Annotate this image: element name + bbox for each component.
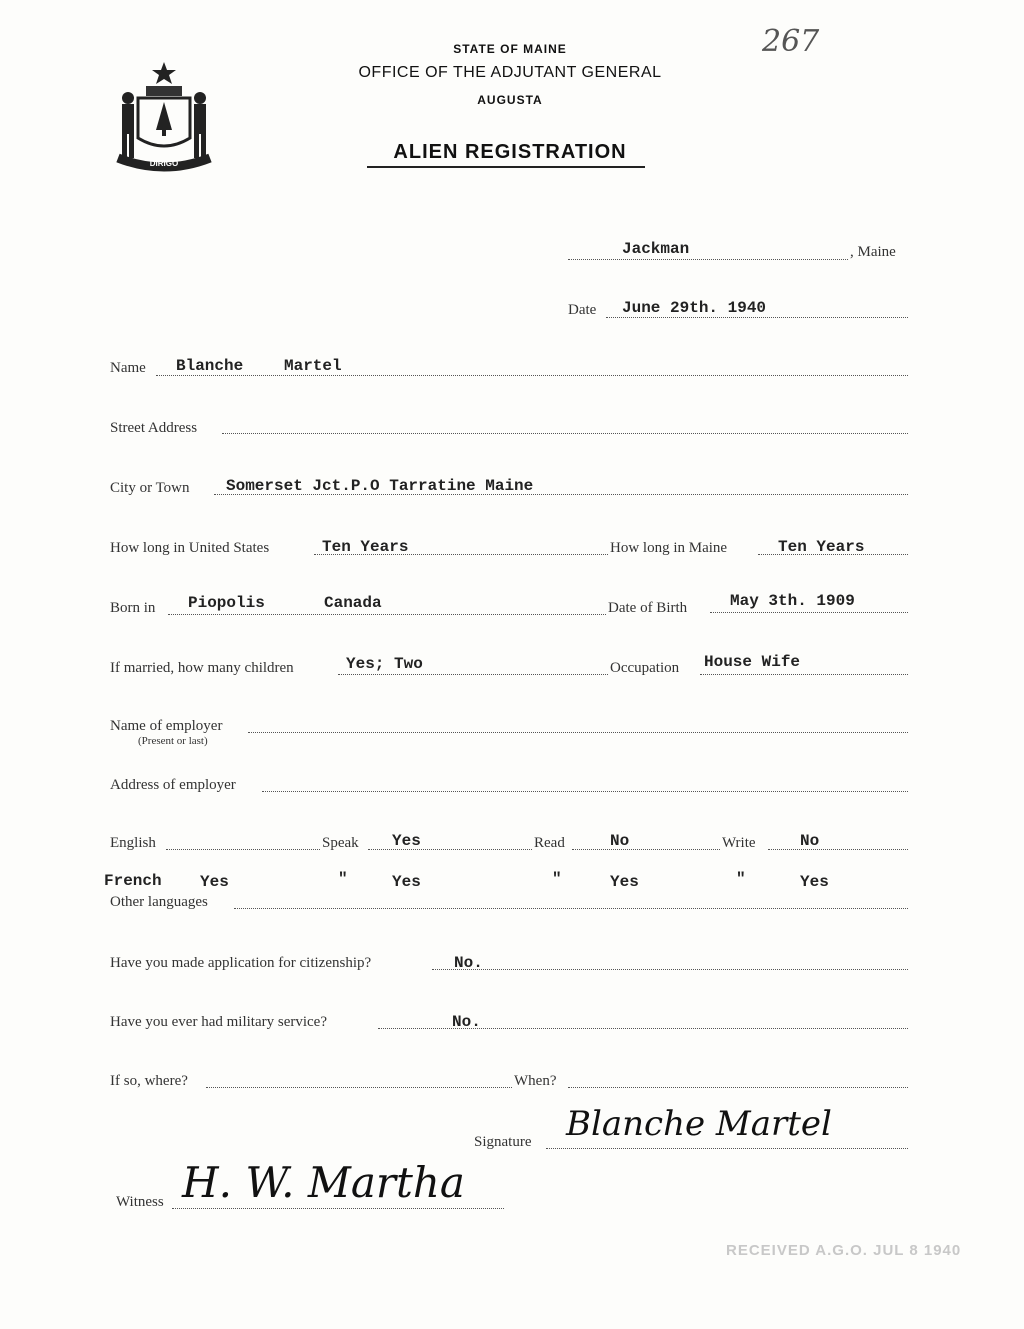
write-line xyxy=(768,849,908,850)
ditto-mark-2: " xyxy=(552,870,562,888)
name-first: Blanche xyxy=(176,357,244,375)
born-in-town: Piopolis xyxy=(188,594,265,612)
signature-label: Signature xyxy=(474,1134,532,1150)
maine-duration-label: How long in Maine xyxy=(610,540,728,556)
when-label: When? xyxy=(514,1073,557,1089)
other-language-name: French xyxy=(104,872,162,890)
speak-label: Speak xyxy=(322,835,359,851)
read-line xyxy=(572,849,720,850)
seal-motto: DIRIGO xyxy=(149,159,179,168)
employer-name-label: Name of employer xyxy=(110,718,223,734)
witness-line xyxy=(172,1208,504,1209)
children-value: Yes; Two xyxy=(346,655,423,673)
when-line xyxy=(568,1087,908,1088)
military-label: Have you ever had military service? xyxy=(110,1014,327,1030)
other-language-col4: Yes xyxy=(800,873,829,891)
witness-value: H. W. Martha xyxy=(182,1158,465,1207)
write-value: No xyxy=(800,832,820,850)
employer-address-line xyxy=(262,791,908,792)
other-languages-label: Other languages xyxy=(110,894,208,910)
ditto-mark-1: " xyxy=(338,870,348,888)
maine-state-seal xyxy=(108,58,220,176)
military-value: No. xyxy=(452,1013,481,1031)
city-label: City or Town xyxy=(110,480,190,496)
name-label: Name xyxy=(110,360,146,376)
read-value: No xyxy=(610,832,630,850)
name-last: Martel xyxy=(284,357,342,375)
header-state: STATE OF MAINE xyxy=(453,42,567,56)
employer-name-sublabel: (Present or last) xyxy=(138,735,208,747)
speak-value: Yes xyxy=(392,832,421,850)
date-line xyxy=(606,317,908,318)
children-line xyxy=(338,674,608,675)
employer-address-label: Address of employer xyxy=(110,777,236,793)
occupation-line xyxy=(700,674,908,675)
ditto-mark-3: " xyxy=(736,870,746,888)
town-line xyxy=(568,259,848,260)
citizenship-value: No. xyxy=(454,954,483,972)
town-value: Jackman xyxy=(622,240,690,258)
citizenship-label: Have you made application for citizenship? xyxy=(110,955,372,971)
occupation-label: Occupation xyxy=(610,660,680,676)
other-language-col3: Yes xyxy=(610,873,639,891)
city-value: Somerset Jct.P.O Tarratine Maine xyxy=(226,477,534,495)
where-label: If so, where? xyxy=(110,1073,188,1089)
maine-duration-value: Ten Years xyxy=(778,538,865,556)
header-city: AUGUSTA xyxy=(477,93,543,107)
other-language-col2: Yes xyxy=(392,873,421,891)
born-in-line xyxy=(168,614,606,615)
citizenship-line xyxy=(432,969,908,970)
dob-line xyxy=(710,612,908,613)
write-label: Write xyxy=(722,835,756,851)
dob-value: May 3th. 1909 xyxy=(730,592,855,610)
date-label: Date xyxy=(568,302,597,318)
form-title: ALIEN REGISTRATION xyxy=(393,141,627,163)
english-label: English xyxy=(110,835,156,851)
read-label: Read xyxy=(534,835,565,851)
occupation-value: House Wife xyxy=(704,653,801,671)
born-in-label: Born in xyxy=(110,600,156,616)
signature-value: Blanche Martel xyxy=(566,1104,832,1144)
signature-line xyxy=(546,1148,908,1149)
street-address-line xyxy=(222,433,908,434)
us-duration-label: How long in United States xyxy=(110,540,270,556)
where-line xyxy=(206,1087,512,1088)
page-number: 267 xyxy=(762,24,820,59)
english-line xyxy=(166,849,320,850)
witness-label: Witness xyxy=(116,1194,164,1210)
name-line xyxy=(156,375,908,376)
street-address-label: Street Address xyxy=(110,420,198,436)
header-office: OFFICE OF THE ADJUTANT GENERAL xyxy=(358,64,662,81)
received-stamp: RECEIVED A.G.O. JUL 8 1940 xyxy=(726,1242,962,1259)
date-value: June 29th. 1940 xyxy=(622,299,767,317)
us-duration-value: Ten Years xyxy=(322,538,409,556)
state-label: , Maine xyxy=(850,244,896,260)
born-in-country: Canada xyxy=(324,594,382,612)
dob-label: Date of Birth xyxy=(608,600,688,616)
children-label: If married, how many children xyxy=(110,660,294,676)
employer-name-line xyxy=(248,732,908,733)
other-languages-line xyxy=(234,908,908,909)
title-underline xyxy=(367,166,645,168)
other-language-col1: Yes xyxy=(200,873,229,891)
